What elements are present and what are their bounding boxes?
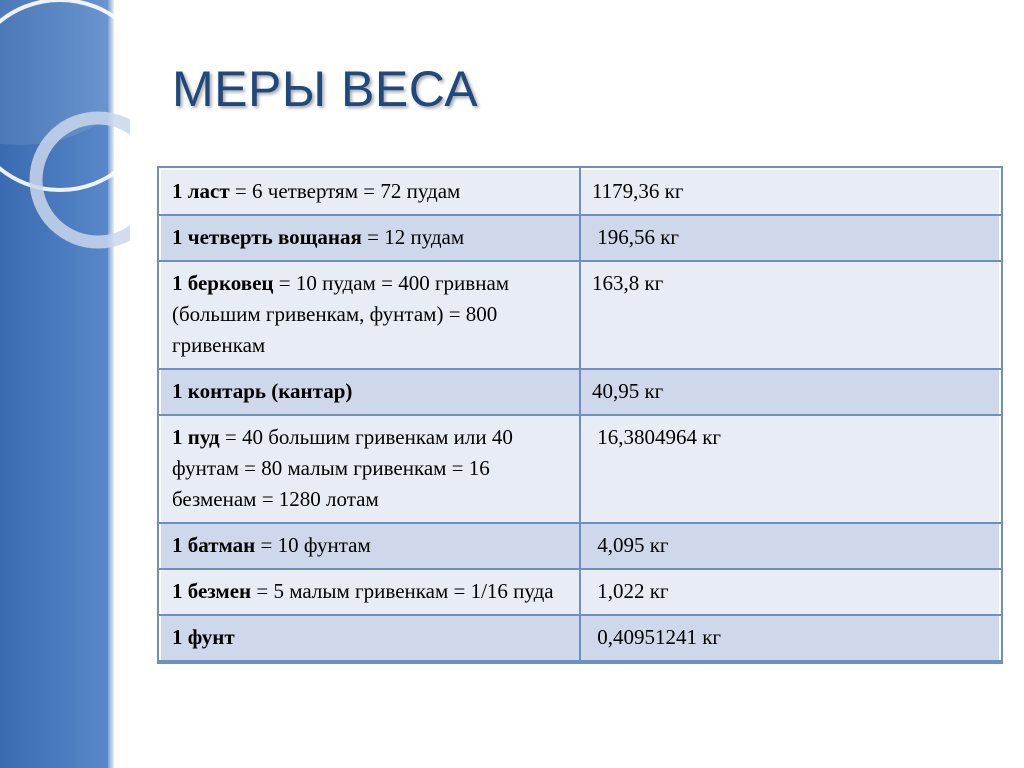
measure-definition: = 12 пудам — [361, 225, 465, 249]
table-row — [160, 415, 1000, 523]
measure-definition: = 10 пудам = 400 гривнам (большим гривенкам, фунтам) = 800 гривенкам — [172, 271, 510, 357]
measure-cell — [160, 261, 580, 369]
value-cell: 40,95 кг — [580, 369, 1000, 415]
measure-term: 1 батман — [172, 533, 256, 557]
measure-cell — [160, 523, 580, 569]
value-cell: 163,8 кг — [580, 261, 1000, 369]
measure-definition: = 10 фунтам — [255, 533, 371, 557]
table-row — [160, 369, 1000, 415]
value-cell: 16,3804964 кг — [580, 415, 1000, 523]
value-cell: 4,095 кг — [580, 523, 1000, 569]
ring-inner — [36, 118, 130, 242]
measure-cell — [160, 215, 580, 261]
measure-term: 1 контарь (кантар) — [172, 379, 353, 403]
measure-term: 1 фунт — [172, 625, 235, 649]
decorative-circles — [0, 0, 130, 260]
value-cell: 0,40951241 кг — [580, 615, 1000, 661]
value-cell: 1179,36 кг — [580, 169, 1000, 215]
measure-cell — [160, 169, 580, 215]
measure-term: 1 четверть вощаная — [172, 225, 362, 249]
measure-cell — [160, 569, 580, 615]
measure-term: 1 пуд — [172, 425, 220, 449]
page-title: МЕРЫ ВЕСА — [172, 61, 479, 117]
table-row — [160, 569, 1000, 615]
measure-definition: = 5 малым гривенкам = 1/16 пуда — [251, 579, 554, 603]
value-cell: 1,022 кг — [580, 569, 1000, 615]
weights-table — [159, 168, 1001, 662]
value-cell: 196,56 кг — [580, 215, 1000, 261]
measure-definition: = 6 четвертям = 72 пудам — [229, 179, 461, 203]
ring-outer — [0, 0, 130, 190]
measure-cell — [160, 369, 580, 415]
table-row — [160, 261, 1000, 369]
measure-term: 1 берковец — [172, 271, 274, 295]
measure-term: 1 безмен — [172, 579, 252, 603]
table-row — [160, 215, 1000, 261]
table-row — [160, 523, 1000, 569]
measure-cell — [160, 615, 580, 661]
measure-cell — [160, 415, 580, 523]
table-row — [160, 615, 1000, 661]
measure-term: 1 ласт — [172, 179, 230, 203]
measure-definition: = 40 большим гривенкам или 40 фунтам = 80 малым гривенкам = 16 безменам = 1280 лотам — [172, 425, 513, 511]
table-row — [160, 169, 1000, 215]
